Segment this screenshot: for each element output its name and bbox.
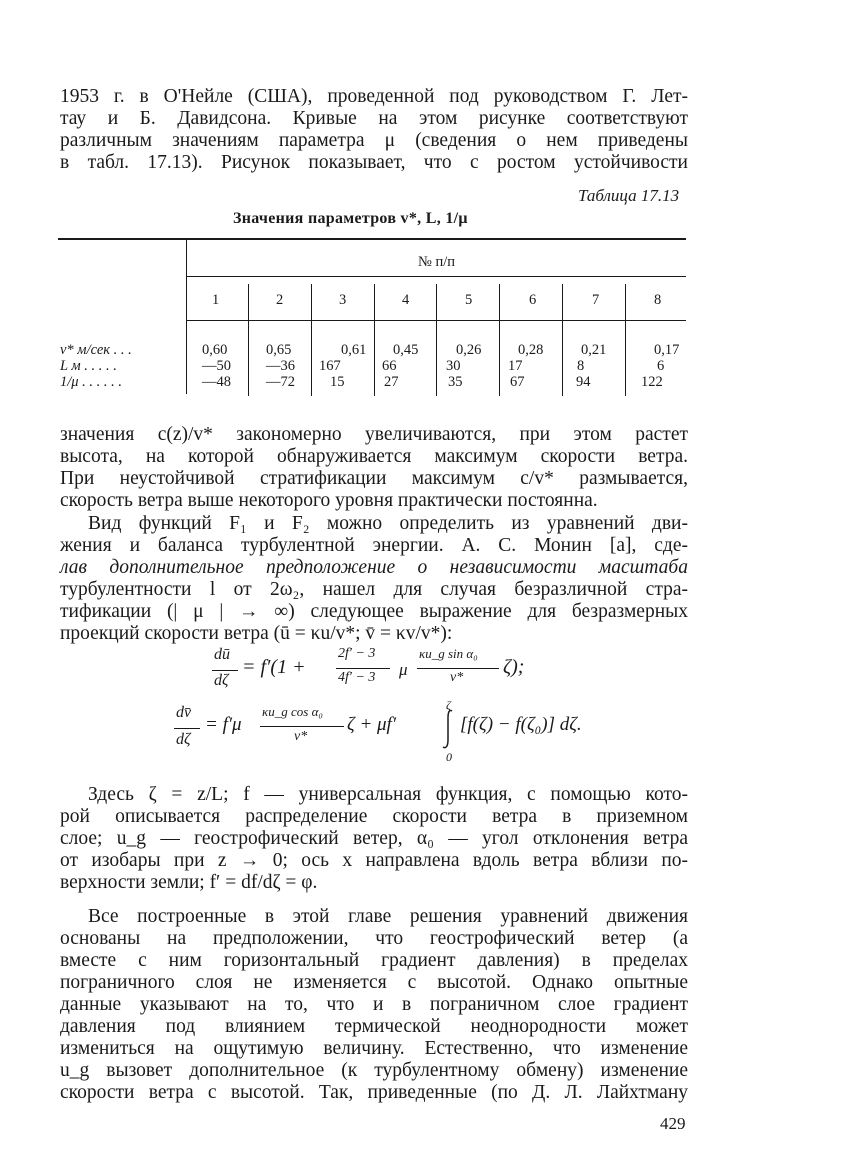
table-cell: 0,65 xyxy=(266,342,292,358)
text-line: высота, на которой обнаруживается максимум скорости ветра. xyxy=(60,446,688,467)
table-cell: 167 xyxy=(319,358,341,374)
table-cell: 0,61 xyxy=(341,342,367,358)
table-title: Значения параметров v*, L, 1/μ xyxy=(233,210,468,227)
table-top-rule xyxy=(58,238,686,240)
text-line: скорость ветра выше некоторого уровня практически постоянна. xyxy=(60,490,598,511)
table-cell: —72 xyxy=(266,374,295,390)
text-line: слое; u_g — геострофический ветер, α₀ — угол отклонения ветра xyxy=(60,828,688,849)
text-line: от изобары при z → 0; ось x направлена вдоль ветра вблизи по- xyxy=(60,850,688,871)
text-line: При неустойчивой стратификации максимум c/v* размывается, xyxy=(60,468,688,489)
eq1-frac-denominator: 4f′ − 3 xyxy=(338,670,376,685)
text-line: верхности земли; f′ = df/dζ = φ. xyxy=(60,872,318,893)
eq2-lhs-denominator: dζ xyxy=(176,731,191,748)
fraction-bar xyxy=(417,668,499,669)
page-number: 429 xyxy=(660,1114,686,1133)
text-line: 1953 г. в О'Нейле (США), проведенной под руководством Г. Лет- xyxy=(60,86,688,107)
text-line: лав дополнительное предположение о независимости масштаба xyxy=(60,557,688,578)
table-cell: 6 xyxy=(657,358,665,374)
eq1-lhs-numerator: dū xyxy=(214,646,230,663)
eq1-frac-numerator: 2f′ − 3 xyxy=(338,646,376,661)
row-label: 1/μ . . . . . . xyxy=(60,374,123,390)
column-header: 4 xyxy=(402,292,410,308)
table-cell: 27 xyxy=(384,374,399,390)
fraction-bar xyxy=(260,726,344,727)
row-label: v* м/сек . . . xyxy=(60,342,132,358)
column-header: 2 xyxy=(276,292,284,308)
text-line: Все построенные в этой главе решения уравнений движения xyxy=(88,906,688,927)
column-header: 6 xyxy=(529,292,537,308)
table-cell: —48 xyxy=(202,374,231,390)
text-line: рой описывается распределение скорости ветра в приземном xyxy=(60,806,688,827)
eq2-prefix: = f′μ xyxy=(205,714,242,735)
table-cell: 8 xyxy=(577,358,585,374)
text-line: данные указывают на то, что и в пограничном слое градиент xyxy=(60,994,688,1015)
table-cell: 0,45 xyxy=(393,342,419,358)
fraction-bar xyxy=(336,668,390,669)
text-line: скорости ветра с высотой. Так, приведенные (по Д. Л. Лайхтману xyxy=(60,1082,688,1103)
column-separator xyxy=(562,284,563,396)
table-cell: —36 xyxy=(266,358,295,374)
text-line: проекций скорости ветра (ū = κu/v*; v̄ = κv/v*): xyxy=(60,623,453,644)
column-separator xyxy=(436,284,437,396)
table-group-header: № п/п xyxy=(418,254,456,270)
text-line: различным значениям параметра μ (сведения о нем приведены xyxy=(60,130,688,151)
table-cell: 67 xyxy=(510,374,525,390)
text-line: вместе с ним горизонтальный градиент давления) в пределах xyxy=(60,950,688,971)
text-line: Вид функций F₁ и F₂ можно определить из уравнений дви- xyxy=(88,513,688,534)
eq1-prefix: = f′(1 + xyxy=(242,656,306,678)
eq2-lhs-numerator: dv̄ xyxy=(176,704,192,721)
text-line: основаны на предположении, что геострофический ветер (а xyxy=(60,928,688,949)
table-cell: 30 xyxy=(446,358,461,374)
eq1-mu: μ xyxy=(399,660,408,679)
table-cell: 35 xyxy=(448,374,463,390)
table-cell: 0,26 xyxy=(456,342,482,358)
eq2-frac-denominator: v* xyxy=(294,729,308,744)
text-line: измениться на ощутимую величину. Естественно, что изменение xyxy=(60,1038,688,1059)
table-cell: 15 xyxy=(330,374,345,390)
eq1-lhs-denominator: dζ xyxy=(214,672,229,689)
eq1-frac2-numerator: κu_g sin α₀ xyxy=(419,646,478,661)
text-line: u_g вызовет дополнительное (к турбулентному обмену) изменение xyxy=(60,1060,688,1081)
eq1-end: ζ); xyxy=(503,656,525,678)
table-cell: 94 xyxy=(576,374,591,390)
eq2-integral-lower-limit: 0 xyxy=(446,750,452,764)
table-cell: 0,17 xyxy=(654,342,680,358)
text-line: тификации (| μ | → ∞) следующее выражение для безразмерных xyxy=(60,601,688,622)
text-line: турбулентности l от 2ω₂, нашел для случая безразличной стра- xyxy=(60,579,688,600)
eq2-frac-numerator: κu_g cos α₀ xyxy=(262,704,323,719)
eq1-frac2-denominator: v* xyxy=(450,670,464,685)
text-line: пограничного слоя не изменяется с высотой. Однако опытные xyxy=(60,972,688,993)
fraction-bar xyxy=(212,670,238,671)
table-cell: —50 xyxy=(202,358,231,374)
column-separator xyxy=(248,284,249,396)
table-caption: Таблица 17.13 xyxy=(578,186,680,205)
table-header-rule xyxy=(186,276,686,277)
eq2-integrand: [f(ζ) − f(ζ₀)] dζ. xyxy=(460,714,582,735)
fraction-bar xyxy=(174,728,200,729)
integral-sign-icon xyxy=(440,708,456,750)
table-cell: 0,21 xyxy=(581,342,607,358)
text-line: жения и баланса турбулентной энергии. А. С. Монин [а], сде- xyxy=(60,535,688,556)
row-label: L м . . . . . xyxy=(60,358,117,374)
column-header: 8 xyxy=(654,292,662,308)
table-cell: 0,60 xyxy=(202,342,228,358)
table-cell: 122 xyxy=(641,374,663,390)
table-stub-rule xyxy=(186,238,187,394)
column-header: 7 xyxy=(592,292,600,308)
text-line: Здесь ζ = z/L; f — универсальная функция, с помощью кото- xyxy=(88,784,688,805)
column-header: 3 xyxy=(339,292,347,308)
eq2-middle: ζ + μf′ xyxy=(347,714,396,735)
column-header: 5 xyxy=(465,292,473,308)
text-line: в табл. 17.13). Рисунок показывает, что с ростом устойчивости xyxy=(60,152,688,173)
column-separator xyxy=(625,284,626,396)
column-separator xyxy=(311,284,312,396)
column-separator xyxy=(374,284,375,396)
table-cell: 0,28 xyxy=(518,342,544,358)
table-cell: 17 xyxy=(508,358,523,374)
table-cell: 66 xyxy=(382,358,397,374)
text-line: значения c(z)/v* закономерно увеличиваются, при этом растет xyxy=(60,424,688,445)
eq2-integral-upper-limit: ζ xyxy=(446,698,451,712)
text-line: давления под влиянием термической неоднородности может xyxy=(60,1016,688,1037)
column-header: 1 xyxy=(212,292,220,308)
column-separator xyxy=(499,284,500,396)
text-line: тау и Б. Давидсона. Кривые на этом рисунке соответствуют xyxy=(60,108,688,129)
